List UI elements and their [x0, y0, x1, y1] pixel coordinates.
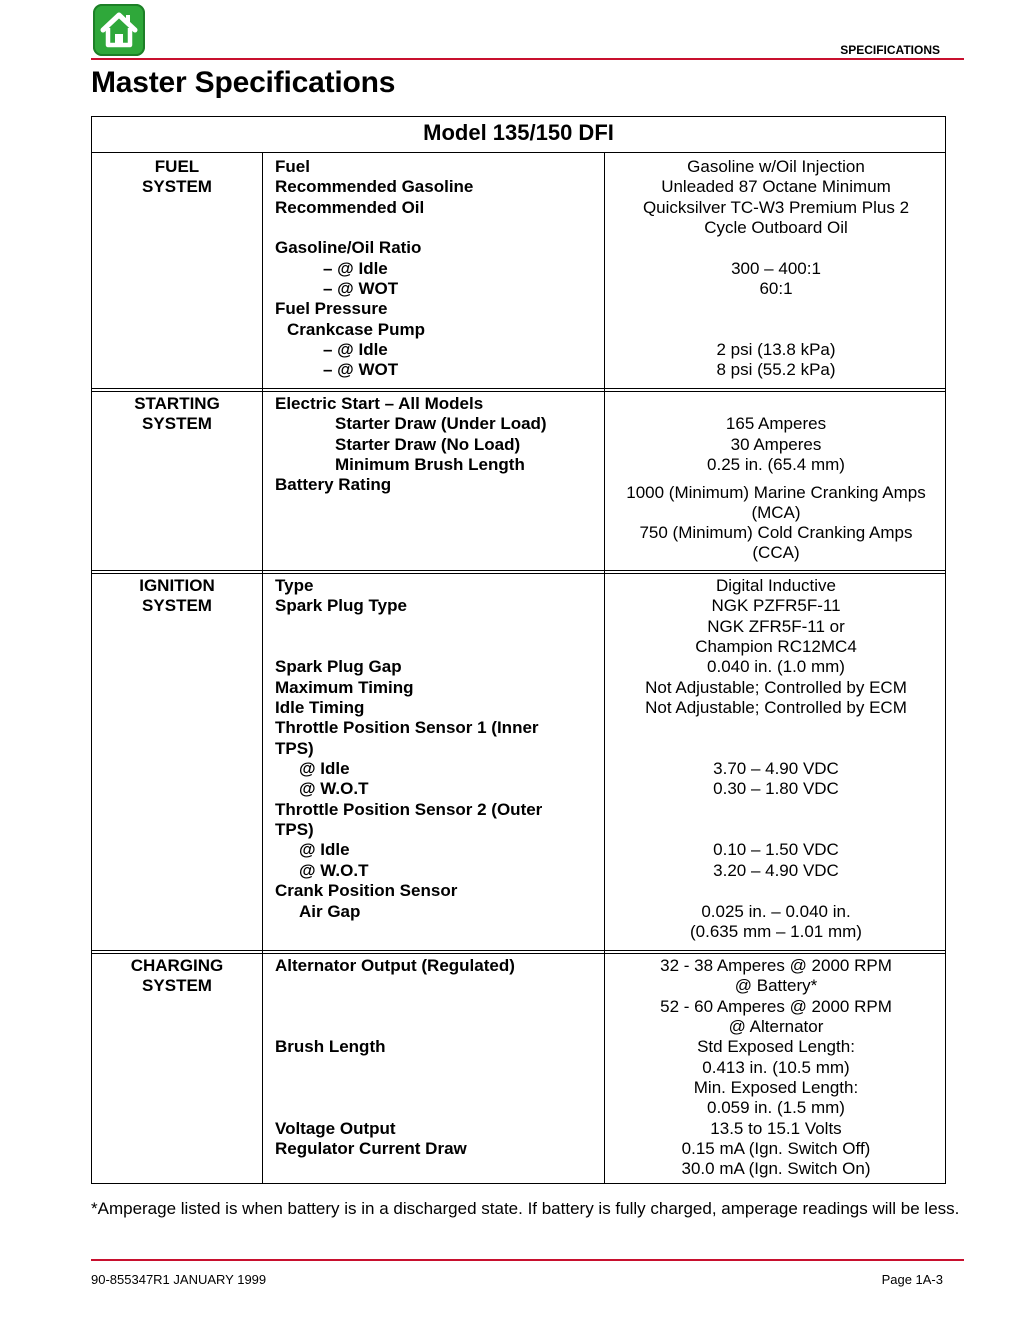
page-title: Master Specifications	[91, 66, 396, 99]
system-name-ignition: IGNITION SYSTEM	[139, 576, 215, 616]
values-fuel: Gasoline w/Oil Injection Unleaded 87 Octane Minimum Quicksilver TC-W3 Premium Plus 2 Cycle Outboard Oil 300 – 400:1 60:1 2 psi (13.8 kPa) 8 psi (55.2 kPa)	[642, 157, 910, 380]
section-label: SPECIFICATIONS	[840, 43, 940, 57]
section-divider	[92, 950, 945, 954]
params-starting: Electric Start – All Models Starter Draw (Under Load) Starter Draw (No Load) Minimum Brush Length Battery Rating	[275, 394, 547, 495]
home-button[interactable]	[93, 4, 145, 56]
system-name-starting: STARTING SYSTEM	[134, 394, 220, 434]
system-name-charging: CHARGING SYSTEM	[130, 956, 224, 996]
footnote: *Amperage listed is when battery is in a discharged state. If battery is fully charged, amperage readings will be less.	[91, 1199, 960, 1218]
spec-table	[91, 116, 946, 1184]
section-divider	[92, 570, 945, 574]
values-charging: 32 - 38 Amperes @ 2000 RPM @ Battery* 52 - 60 Amperes @ 2000 RPM @ Alternator Std Exposed Length: 0.413 in. (10.5 mm) Min. Exposed Length: 0.059 in. (1.5 mm) 13.5 to 15.1 Volts 0.15 mA (Ign. Switch Off) 30.0 mA (Ign. Switch On)	[660, 956, 892, 1179]
home-icon	[99, 9, 139, 49]
footer-rule	[91, 1259, 964, 1261]
system-name-fuel: FUEL SYSTEM	[142, 157, 212, 197]
document-number: 90-855347R1 JANUARY 1999	[91, 1272, 267, 1287]
values-starting: 165 Amperes 30 Amperes 0.25 in. (65.4 mm)	[707, 414, 845, 475]
section-divider	[92, 388, 945, 392]
params-ignition: Type Spark Plug Type Spark Plug Gap Maximum Timing Idle Timing Throttle Position Sensor 1 (Inner TPS) @ Idle @ W.O.T Throttle Position Sensor 2 (Outer TPS) @ Idle @ W.O.T Crank Position Sensor Air Gap	[275, 576, 543, 921]
page-number: Page 1A-3	[881, 1272, 943, 1287]
params-fuel: Fuel Recommended Gasoline Recommended Oil Gasoline/Oil Ratio – @ Idle – @ WOT Fuel Pressure Crankcase Pump – @ Idle – @ WOT	[275, 157, 474, 380]
column-divider	[262, 152, 263, 1184]
params-charging: Alternator Output (Regulated) Brush Length Voltage Output Regulator Current Draw	[275, 956, 515, 1159]
header-rule	[91, 58, 964, 60]
values-ignition: Digital Inductive NGK PZFR5F-11 NGK ZFR5F-11 or Champion RC12MC4 0.040 in. (1.0 mm) Not Adjustable; Controlled by ECM Not Adjustable; Controlled by ECM 3.70 – 4.90 VDC 0.30 – 1.80 VDC 0.10 – 1.50 VDC 3.20 – 4.90 VDC 0.025 in. – 0.040 in. (0.635 mm – 1.01 mm)	[645, 576, 907, 941]
table-header: Model 135/150 DFI	[92, 117, 945, 153]
values-battery-rating: 1000 (Minimum) Marine Cranking Amps (MCA) 750 (Minimum) Cold Cranking Amps (CCA)	[626, 483, 926, 562]
